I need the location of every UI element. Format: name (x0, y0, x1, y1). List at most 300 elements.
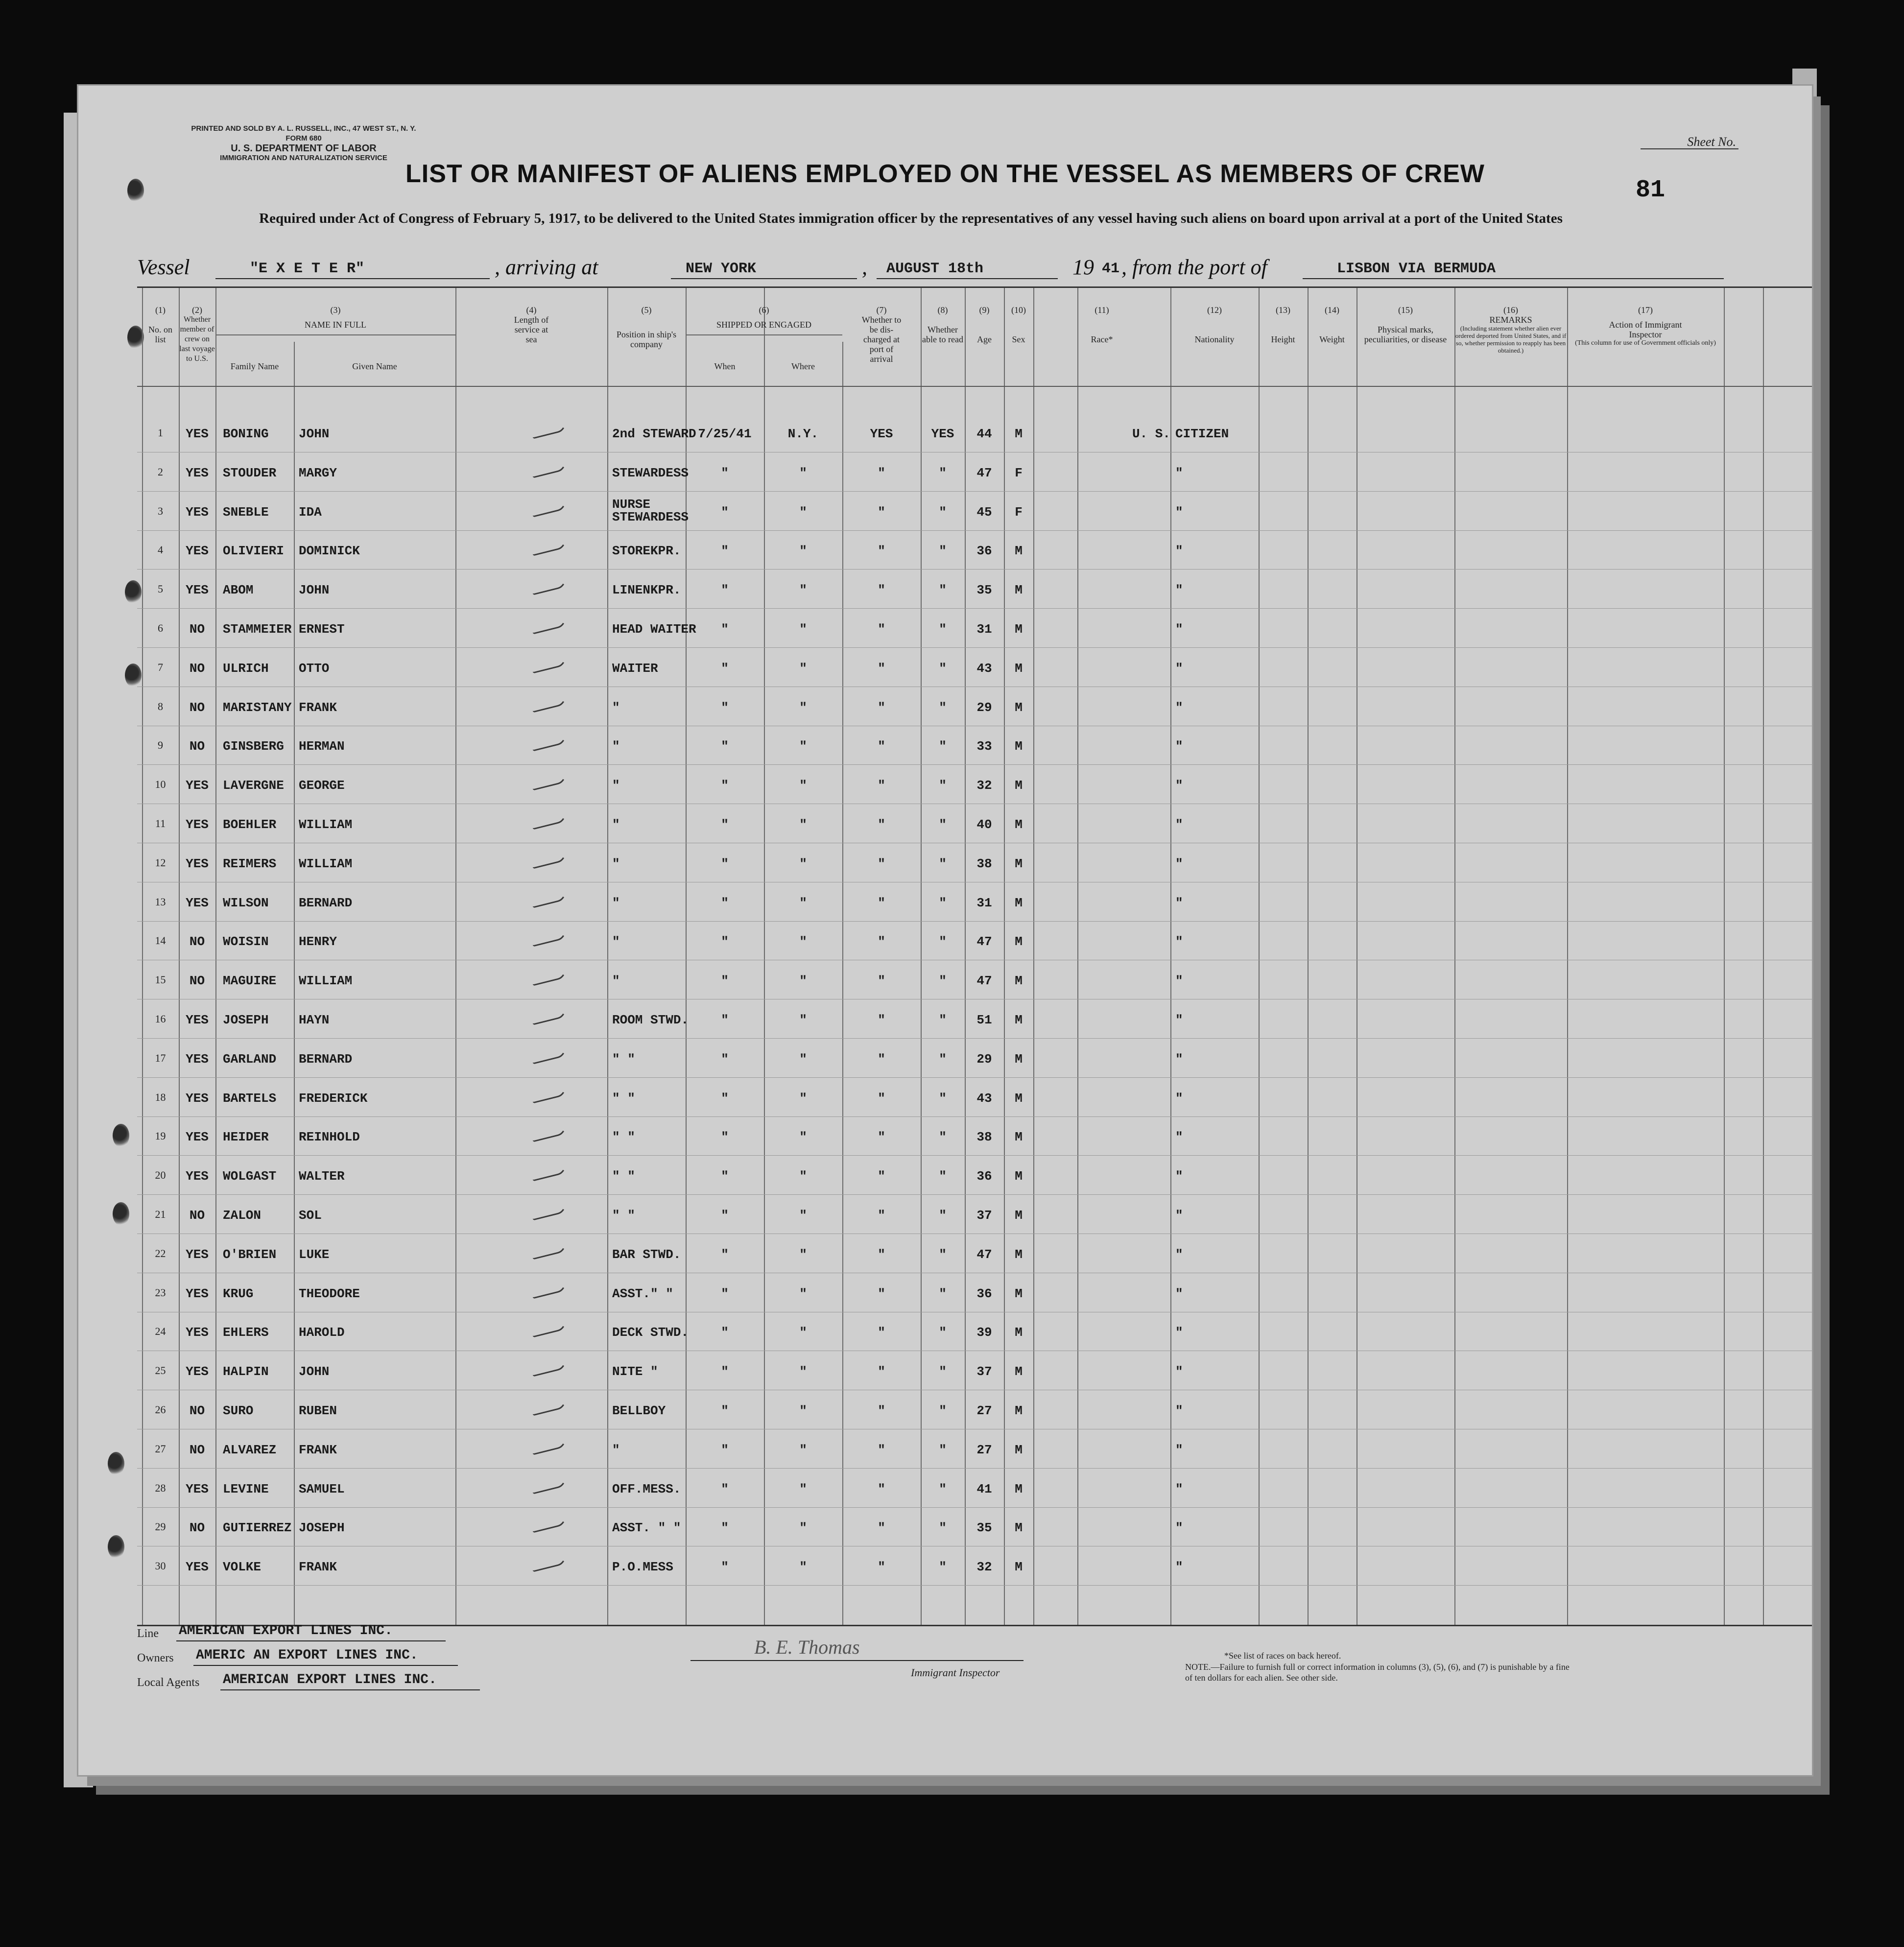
col-number: (3) (330, 305, 341, 315)
given-name-cell: SOL (299, 1208, 322, 1223)
column-rule (1763, 288, 1764, 1625)
row-number: 12 (155, 856, 166, 869)
position-cell: " " (612, 1091, 635, 1106)
given-name-cell: DOMINICK (299, 544, 360, 559)
when-cell: " (721, 778, 729, 793)
row-number: 26 (155, 1403, 166, 1416)
when-cell: " (721, 661, 729, 676)
col-header-when: When (714, 361, 736, 371)
discharged-cell: " (878, 1169, 885, 1184)
races-note: *See list of races on back hereof. (1224, 1651, 1341, 1661)
service-check-mark (531, 1124, 568, 1142)
discharged-cell: " (878, 1325, 885, 1340)
sex-cell: M (1015, 856, 1023, 871)
service-check-mark (531, 1241, 568, 1259)
given-name-cell: ERNEST (299, 622, 345, 637)
where-cell: " (799, 700, 807, 715)
position-cell: " " (612, 1051, 635, 1067)
row-number: 10 (155, 778, 166, 791)
nationality-cell: " (1175, 1286, 1183, 1301)
nationality-cell: " (1175, 1520, 1183, 1536)
position-cell: " " (612, 1208, 635, 1223)
prev-voyage-cell: YES (186, 427, 209, 441)
prev-voyage-cell: NO (189, 661, 205, 676)
read-cell: " (939, 1520, 947, 1536)
sex-cell: M (1015, 583, 1023, 598)
given-name-cell: GEORGE (299, 778, 345, 793)
year-prefix: 19 (1072, 255, 1094, 279)
position-cell: " (612, 817, 620, 832)
read-cell: " (939, 1013, 947, 1027)
prev-voyage-cell: YES (186, 1286, 209, 1301)
nationality-cell: " (1175, 544, 1183, 559)
sex-cell: M (1015, 1013, 1023, 1027)
given-name-cell: HERMAN (299, 739, 345, 754)
col-label: REMARKS (1489, 315, 1532, 325)
column-rule (1259, 288, 1260, 1625)
discharged-cell: " (878, 544, 885, 559)
given-name-cell: WALTER (299, 1169, 345, 1184)
service-check-mark (531, 1515, 568, 1533)
where-cell: " (799, 1520, 807, 1536)
prev-voyage-cell: YES (186, 465, 209, 480)
col-label: SHIPPED OR ENGAGED (686, 320, 842, 335)
read-cell: " (939, 1364, 947, 1379)
crew-table (137, 286, 1812, 1626)
nationality-cell: " (1175, 661, 1183, 676)
service-check-mark (531, 1045, 568, 1064)
family-name-cell: GARLAND (223, 1051, 277, 1067)
sex-cell: M (1015, 700, 1023, 715)
discharged-cell: " (878, 817, 885, 832)
row-number: 1 (158, 427, 163, 439)
given-name-cell: JOHN (299, 583, 330, 598)
row-number: 29 (155, 1520, 166, 1533)
row-number: 5 (158, 583, 163, 595)
row-number: 7 (158, 661, 163, 673)
given-name-cell: JOSEPH (299, 1520, 345, 1536)
sex-cell: M (1015, 934, 1023, 950)
arriving-label: , arriving at (495, 255, 598, 279)
sex-cell: M (1015, 1208, 1023, 1223)
column-rule (142, 288, 143, 1625)
position-cell: BELLBOY (612, 1403, 666, 1418)
prev-voyage-cell: NO (189, 700, 205, 715)
col-header-read (921, 305, 965, 344)
row-number: 22 (155, 1247, 166, 1259)
col-label: Physical marks, peculiarities, or disease (1364, 325, 1447, 344)
signature-rule (690, 1660, 1023, 1661)
family-name-cell: EHLERS (223, 1325, 269, 1340)
col-number: (12) (1207, 305, 1222, 315)
position-cell: ASST. " " (612, 1520, 681, 1536)
age-cell: 41 (976, 1481, 992, 1496)
position-cell: NURSE STEWARDESS (612, 497, 689, 524)
family-name-cell: HEIDER (223, 1130, 269, 1145)
line-rule (176, 1640, 446, 1641)
punch-hole (108, 1535, 124, 1559)
col-label: (This column for use of Government officials only) (1575, 339, 1716, 347)
age-cell: 47 (976, 934, 992, 950)
when-cell: " (721, 465, 729, 480)
prev-voyage-cell: YES (186, 1013, 209, 1027)
read-cell: " (939, 1208, 947, 1223)
row-rule (137, 491, 1812, 492)
nationality-cell: " (1175, 739, 1183, 754)
col-header-race (1033, 305, 1170, 344)
family-name-cell: GINSBERG (223, 739, 284, 754)
prev-voyage-cell: YES (186, 1364, 209, 1379)
row-number: 25 (155, 1364, 166, 1377)
nationality-cell: " (1175, 1247, 1183, 1262)
sex-cell: M (1015, 895, 1023, 910)
given-name-cell: HENRY (299, 934, 337, 950)
col-number: (5) (641, 305, 652, 315)
where-cell: " (799, 1208, 807, 1223)
discharged-cell: " (878, 661, 885, 676)
where-cell: " (799, 974, 807, 989)
where-cell: " (799, 1130, 807, 1145)
age-cell: 44 (976, 427, 992, 441)
row-number: 8 (158, 700, 163, 712)
row-number: 21 (155, 1208, 166, 1220)
read-cell: " (939, 1442, 947, 1457)
printer-line: IMMIGRATION AND NATURALIZATION SERVICE (220, 154, 387, 162)
age-cell: 40 (976, 817, 992, 832)
age-cell: 47 (976, 1247, 992, 1262)
row-rule (137, 647, 1812, 648)
given-name-cell: REINHOLD (299, 1130, 360, 1145)
sex-cell: M (1015, 1520, 1023, 1536)
read-cell: YES (931, 427, 954, 441)
where-cell: " (799, 1091, 807, 1106)
where-cell: " (799, 1364, 807, 1379)
nationality-cell: " (1175, 817, 1183, 832)
row-rule (137, 921, 1812, 922)
column-rule (764, 288, 765, 1625)
age-cell: 45 (976, 504, 992, 520)
service-check-mark (531, 1202, 568, 1220)
when-cell: " (721, 544, 729, 559)
position-cell: WAITER (612, 661, 658, 676)
row-rule (137, 608, 1812, 609)
date-separator: , (862, 255, 867, 279)
header-rule (137, 386, 1812, 387)
service-check-mark (531, 1397, 568, 1416)
read-cell: " (939, 583, 947, 598)
col-header-position (607, 305, 686, 349)
where-cell: " (799, 1169, 807, 1184)
nationality-cell: " (1175, 1130, 1183, 1145)
line-value: AMERICAN EXPORT LINES INC. (179, 1623, 393, 1638)
penalty-note: NOTE.—Failure to furnish full or correct information in columns (3), (5), (6), and (7) is punishable by a fine of ten dollars for each alien. See other side. (1185, 1662, 1570, 1683)
age-cell: 32 (976, 778, 992, 793)
discharged-cell: " (878, 1051, 885, 1067)
when-cell: " (721, 895, 729, 910)
col-number: (8) (937, 305, 948, 315)
row-rule (137, 764, 1812, 765)
family-name-cell: MAGUIRE (223, 974, 277, 989)
discharged-cell: " (878, 700, 885, 715)
row-number: 2 (158, 465, 163, 478)
family-name-cell: ZALON (223, 1208, 262, 1223)
line-label: Line (137, 1627, 159, 1640)
prev-voyage-cell: YES (186, 504, 209, 520)
col-label: Whether to be dis-charged at port of arrival (861, 315, 902, 364)
row-number: 16 (155, 1013, 166, 1025)
position-cell: NITE " (612, 1364, 658, 1379)
col-number: (1) (155, 305, 166, 315)
discharged-cell: " (878, 1364, 885, 1379)
discharged-cell: " (878, 1286, 885, 1301)
position-cell: LINENKPR. (612, 583, 681, 598)
position-cell: " (612, 1442, 620, 1457)
where-cell: " (799, 465, 807, 480)
printer-line: PRINTED AND SOLD BY A. L. RUSSELL, INC., 47 WEST ST., N. Y. (191, 124, 416, 133)
row-rule (137, 1077, 1812, 1078)
inspector-label: Immigrant Inspector (911, 1666, 1000, 1679)
where-cell: " (799, 1013, 807, 1027)
position-cell: STOREKPR. (612, 544, 681, 559)
sex-cell: M (1015, 1247, 1023, 1262)
sex-cell: M (1015, 544, 1023, 559)
sex-cell: M (1015, 1560, 1023, 1575)
service-check-mark (531, 850, 568, 869)
given-name-cell: RUBEN (299, 1403, 337, 1418)
family-name-cell: ALVAREZ (223, 1442, 277, 1457)
col-label: Position in ship's company (616, 330, 677, 349)
service-check-mark (531, 538, 568, 556)
given-name-cell: BERNARD (299, 895, 353, 910)
prev-voyage-cell: YES (186, 817, 209, 832)
prev-voyage-cell: YES (186, 1481, 209, 1496)
discharged-cell: " (878, 1208, 885, 1223)
family-name-cell: BARTELS (223, 1091, 277, 1106)
service-check-mark (531, 1358, 568, 1377)
nationality-cell: " (1175, 622, 1183, 637)
family-name-cell: MARISTANY (223, 700, 292, 715)
col-number: (4) (526, 305, 537, 315)
owners-rule (193, 1665, 458, 1666)
sex-cell: M (1015, 1091, 1023, 1106)
col-label: Whether able to read (922, 325, 963, 344)
given-name-cell: HAYN (299, 1013, 330, 1027)
where-cell: " (799, 778, 807, 793)
discharged-cell: " (878, 1130, 885, 1145)
family-name-cell: ABOM (223, 583, 254, 598)
sex-cell: M (1015, 1286, 1023, 1301)
read-cell: " (939, 1481, 947, 1496)
vessel-label: Vessel (137, 255, 190, 279)
read-cell: " (939, 465, 947, 480)
where-cell: " (799, 1325, 807, 1340)
page-subtitle: Required under Act of Congress of February 5, 1917, to be delivered to the United States immigration officer by the representatives of any vessel having such aliens on board upon arrival at a port of the United States (259, 211, 1563, 226)
printer-line: U. S. DEPARTMENT OF LABOR (231, 143, 377, 154)
sex-cell: M (1015, 1481, 1023, 1496)
position-cell: " (612, 700, 620, 715)
read-cell: " (939, 1169, 947, 1184)
col-label: Race* (1091, 334, 1113, 344)
when-cell: " (721, 504, 729, 520)
nationality-cell: " (1175, 504, 1183, 520)
when-cell: " (721, 1247, 729, 1262)
sex-cell: M (1015, 1051, 1023, 1067)
where-cell: " (799, 739, 807, 754)
column-rule (1308, 288, 1309, 1625)
col-number: (9) (979, 305, 990, 315)
family-name-cell: OLIVIERI (223, 544, 284, 559)
column-rule (1567, 288, 1568, 1625)
given-name-cell: FRANK (299, 1560, 337, 1575)
when-cell: " (721, 1364, 729, 1379)
when-cell: " (721, 1286, 729, 1301)
where-cell: " (799, 1403, 807, 1418)
read-cell: " (939, 1560, 947, 1575)
family-name-cell: ULRICH (223, 661, 269, 676)
col-header-shipped (686, 305, 842, 335)
column-rule (686, 288, 687, 1625)
col-header-family-name: Family Name (230, 361, 279, 371)
given-name-cell: OTTO (299, 661, 330, 676)
col-header-physical (1357, 305, 1454, 344)
service-check-mark (531, 968, 568, 986)
position-cell: ASST." " (612, 1286, 673, 1301)
family-name-cell: O'BRIEN (223, 1247, 277, 1262)
given-name-cell: WILLIAM (299, 856, 353, 871)
column-rule (179, 288, 180, 1625)
read-cell: " (939, 817, 947, 832)
position-cell: " (612, 895, 620, 910)
where-cell: " (799, 1247, 807, 1262)
family-name-cell: VOLKE (223, 1560, 262, 1575)
column-rule (1004, 288, 1005, 1625)
when-cell: " (721, 1481, 729, 1496)
read-cell: " (939, 1130, 947, 1145)
discharged-cell: " (878, 778, 885, 793)
date-rule (877, 278, 1058, 279)
when-cell: " (721, 1051, 729, 1067)
row-number: 4 (158, 544, 163, 556)
row-rule (137, 1116, 1812, 1117)
column-rule (921, 288, 922, 1625)
where-cell: " (799, 895, 807, 910)
row-rule (137, 1194, 1812, 1195)
col-number: (17) (1638, 305, 1653, 315)
col-label: Whether member of crew on last voyage to U.S. (179, 315, 215, 363)
prev-voyage-cell: YES (186, 583, 209, 598)
column-rule (1077, 288, 1078, 1625)
agents-label: Local Agents (137, 1676, 200, 1689)
service-check-mark (531, 420, 568, 439)
read-cell: " (939, 504, 947, 520)
where-cell: " (799, 856, 807, 871)
nationality-cell: " (1175, 1169, 1183, 1184)
row-number: 20 (155, 1169, 166, 1182)
position-cell: DECK STWD. (612, 1325, 689, 1340)
age-cell: 38 (976, 1130, 992, 1145)
col-label: Height (1271, 334, 1295, 344)
sex-cell: M (1015, 1442, 1023, 1457)
family-name-cell: HALPIN (223, 1364, 269, 1379)
discharged-cell: " (878, 1403, 885, 1418)
sex-cell: M (1015, 622, 1023, 637)
row-number: 15 (155, 974, 166, 986)
vessel-rule (215, 278, 490, 279)
col-number: (16) (1503, 305, 1518, 315)
col-header-age (965, 305, 1004, 344)
row-number: 30 (155, 1560, 166, 1572)
nationality-cell: " (1175, 700, 1183, 715)
row-rule (137, 1155, 1812, 1156)
from-port: LISBON VIA BERMUDA (1337, 261, 1496, 277)
row-number: 17 (155, 1051, 166, 1064)
sex-cell: M (1015, 661, 1023, 676)
col-header-height (1259, 305, 1308, 344)
when-cell: " (721, 1091, 729, 1106)
family-name-cell: KRUG (223, 1286, 254, 1301)
arrival-port: NEW YORK (686, 261, 757, 277)
prev-voyage-cell: YES (186, 1325, 209, 1340)
nationality-cell: " (1175, 1091, 1183, 1106)
given-name-cell: FRANK (299, 700, 337, 715)
given-name-cell: MARGY (299, 465, 337, 480)
when-cell: 7/25/41 (698, 427, 752, 441)
discharged-cell: " (878, 856, 885, 871)
sex-cell: M (1015, 1403, 1023, 1418)
age-cell: 36 (976, 1286, 992, 1301)
read-cell: " (939, 856, 947, 871)
when-cell: " (721, 739, 729, 754)
when-cell: " (721, 1325, 729, 1340)
position-cell: " (612, 974, 620, 989)
family-name-cell: WOLGAST (223, 1169, 277, 1184)
col-label: NAME IN FULL (215, 320, 455, 335)
col-label: Weight (1319, 334, 1345, 344)
nationality-cell: " (1175, 778, 1183, 793)
row-number: 3 (158, 504, 163, 517)
nationality-cell: " (1175, 1051, 1183, 1067)
column-rule (1170, 288, 1171, 1625)
service-check-mark (531, 459, 568, 478)
position-cell: P.O.MESS (612, 1560, 673, 1575)
family-name-cell: LEVINE (223, 1481, 269, 1496)
given-name-cell: FREDERICK (299, 1091, 368, 1106)
when-cell: " (721, 856, 729, 871)
row-number: 9 (158, 739, 163, 752)
column-rule (1724, 288, 1725, 1625)
printer-imprint (132, 124, 475, 163)
nationality-cell: " (1175, 1403, 1183, 1418)
position-cell: " " (612, 1130, 635, 1145)
where-cell: " (799, 544, 807, 559)
service-check-mark (531, 1006, 568, 1025)
where-cell: " (799, 1560, 807, 1575)
column-rule (1033, 288, 1034, 1625)
sex-cell: M (1015, 427, 1023, 441)
sex-cell: F (1015, 504, 1023, 520)
when-cell: " (721, 1403, 729, 1418)
column-rule (455, 288, 456, 1625)
column-rule (1454, 288, 1455, 1625)
prev-voyage-cell: NO (189, 1442, 205, 1457)
read-cell: " (939, 1051, 947, 1067)
nationality-cell: " (1175, 1208, 1183, 1223)
nationality-cell: " (1175, 1325, 1183, 1340)
when-cell: " (721, 817, 729, 832)
manifest-sheet (78, 86, 1812, 1775)
col-label: (Including statement whether alien ever ordered deported from United States, and if so, whether permission to reapply has been obtained.) (1455, 325, 1567, 354)
prev-voyage-cell: YES (186, 778, 209, 793)
